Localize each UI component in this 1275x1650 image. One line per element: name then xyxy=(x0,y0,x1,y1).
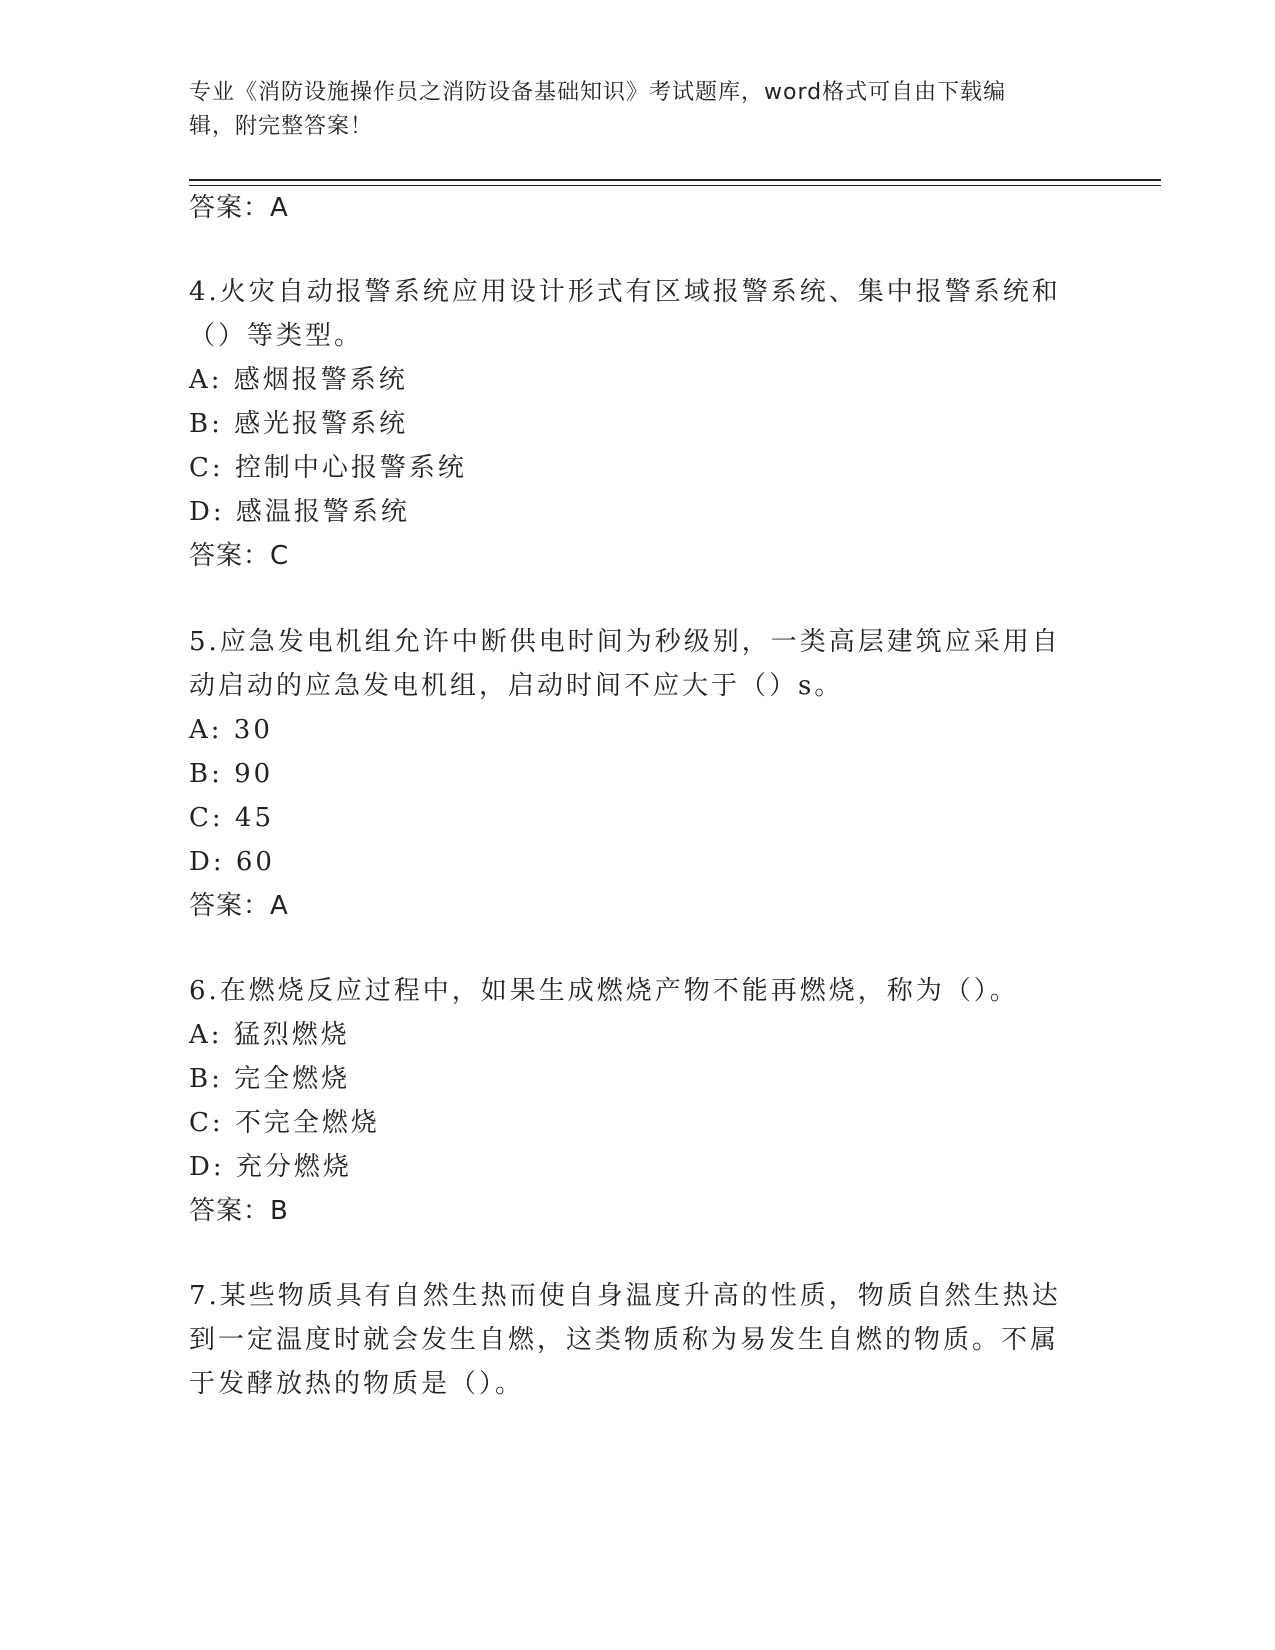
question-5-text-line-2: 动启动的应急发电机组，启动时间不应大于（）s。 xyxy=(189,671,844,701)
question-6-option-a: A: 猛烈燃烧 xyxy=(189,1020,350,1050)
question-5-text-line-1: 5.应急发电机组允许中断供电时间为秒级别，一类高层建筑应采用自 xyxy=(189,627,1061,657)
header-rule-thick xyxy=(189,179,1161,181)
question-6-option-b: B: 完全燃烧 xyxy=(189,1064,351,1094)
question-5-option-c: C: 45 xyxy=(189,803,275,833)
question-6-answer: 答案：B xyxy=(189,1196,289,1226)
header-line-1: 专业《消防设施操作员之消防设备基础知识》考试题库，word格式可自由下载编 xyxy=(189,80,1007,105)
question-5-option-b: B: 90 xyxy=(189,759,274,789)
question-4-option-b: B: 感光报警系统 xyxy=(189,409,409,439)
question-4-option-a: A: 感烟报警系统 xyxy=(189,365,408,395)
question-5-option-a: A: 30 xyxy=(189,715,273,745)
question-5-answer: 答案：A xyxy=(189,891,289,921)
question-4-text-line-2: （）等类型。 xyxy=(189,321,364,351)
question-7-text-line-3: 于发酵放热的物质是（）。 xyxy=(189,1369,525,1399)
answer-previous: 答案：A xyxy=(189,193,289,223)
question-6-text-line-1: 6.在燃烧反应过程中，如果生成燃烧产物不能再燃烧，称为（）。 xyxy=(189,976,1019,1006)
question-4-answer: 答案：C xyxy=(189,541,290,571)
question-5-option-d: D: 60 xyxy=(189,847,275,877)
question-7-text-line-2: 到一定温度时就会发生自燃，这类物质称为易发生自燃的物质。不属 xyxy=(189,1325,1060,1355)
question-4-option-c: C: 控制中心报警系统 xyxy=(189,453,467,483)
question-4-option-d: D: 感温报警系统 xyxy=(189,497,410,527)
question-6-option-d: D: 充分燃烧 xyxy=(189,1152,352,1182)
document-header xyxy=(189,76,1089,144)
question-6-option-c: C: 不完全燃烧 xyxy=(189,1108,380,1138)
question-7-text-line-1: 7.某些物质具有自然生热而使自身温度升高的性质，物质自然生热达 xyxy=(189,1281,1061,1311)
header-rule-thin xyxy=(189,185,1161,186)
header-line-2: 辑，附完整答案！ xyxy=(189,114,374,139)
question-4-text-line-1: 4.火灾自动报警系统应用设计形式有区域报警系统、集中报警系统和 xyxy=(189,277,1061,307)
